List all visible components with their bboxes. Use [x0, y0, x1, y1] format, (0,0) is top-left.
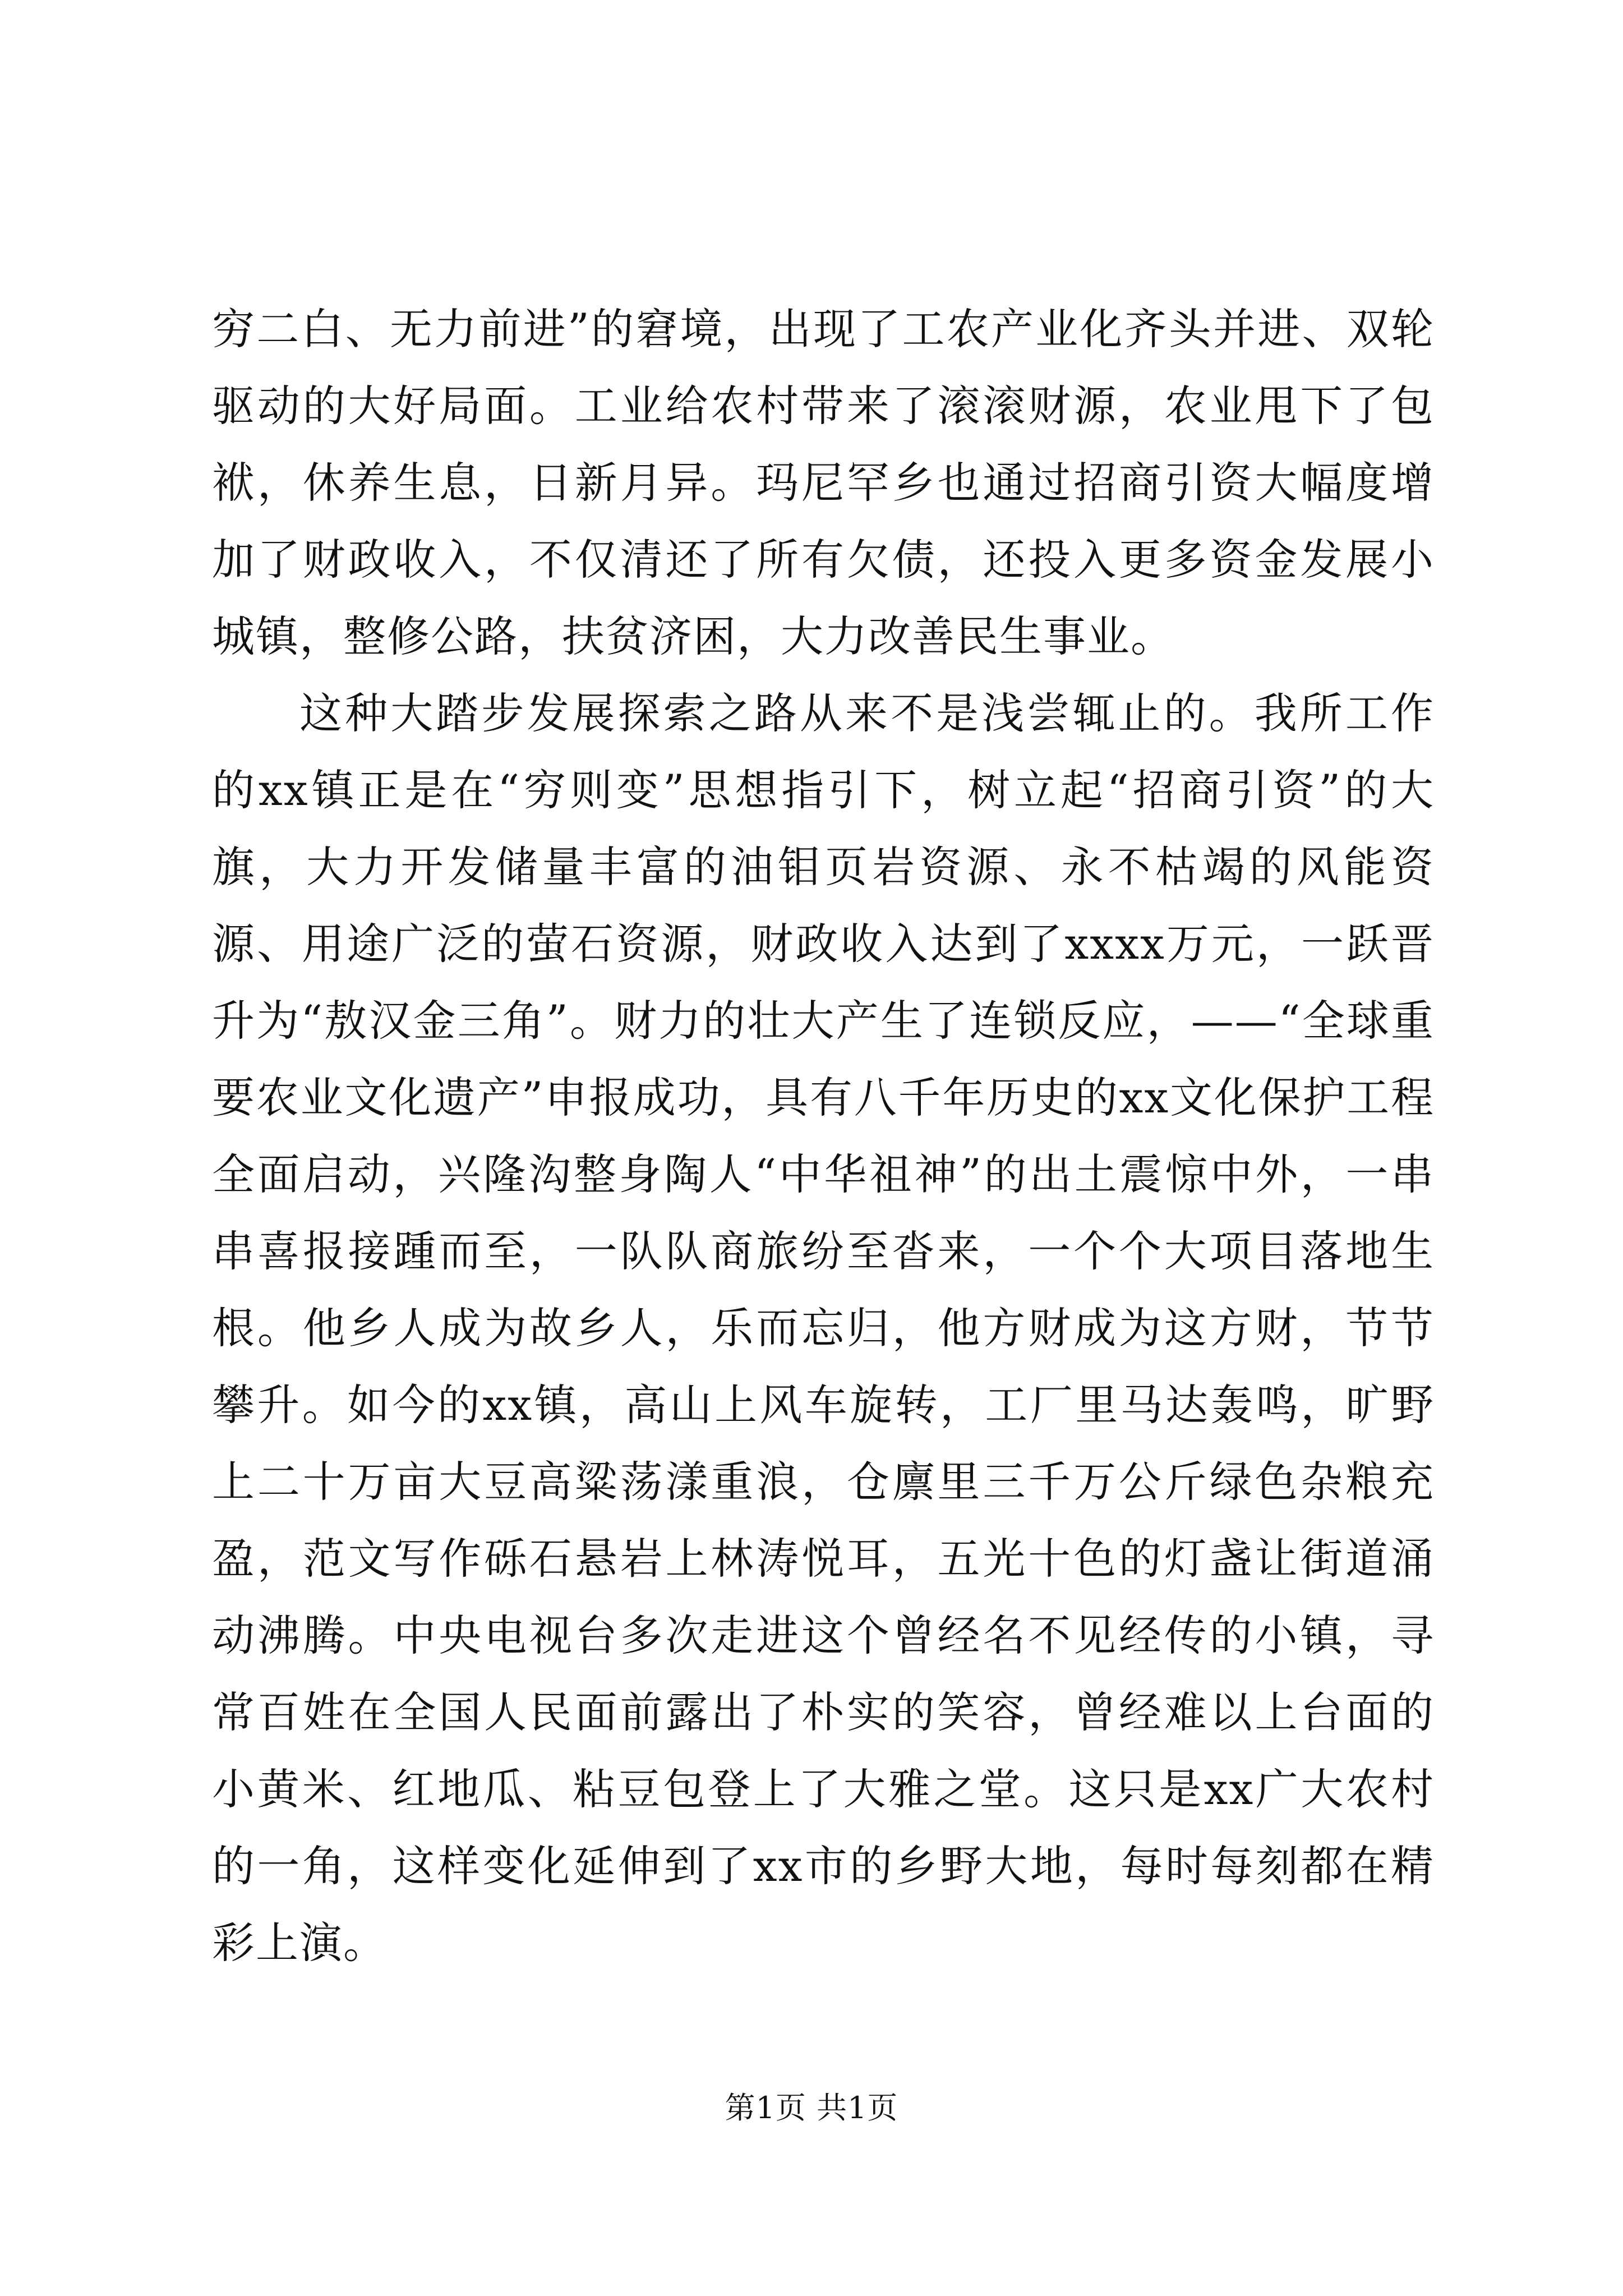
- page-number-footer: 第1页 共1页: [725, 2090, 898, 2125]
- paragraph-1: 穷二白、无力前进”的窘境，出现了工农产业化齐头并进、双轮驱动的大好局面。工业给农村带来了滚滚财源，农业甩下了包袱，休养生息，日新月异。玛尼罕乡也通过招商引资大幅度增加了财政收入，不仅清还了所有欠债，还投入更多资金发展小城镇，整修公路，扶贫济困，大力改善民生事业。: [212, 304, 1435, 661]
- document-body: [212, 291, 1435, 1981]
- paragraph-2: 这种大踏步发展探索之路从来不是浅尝辄止的。我所工作的xx镇正是在“穷则变”思想指引下，树立起“招商引资”的大旗，大力开发储量丰富的油钼页岩资源、永不枯竭的风能资源、用途广泛的萤石资源，财政收入达到了xxxx万元，一跃晋升为“敖汉金三角”。财力的壮大产生了连锁反应，——“全球重要农业文化遗产”申报成功，具有八千年历史的xx文化保护工程全面启动，兴隆沟整身陶人“中华祖神”的出土震惊中外，一串串喜报接踵而至，一队队商旅纷至沓来，一个个大项目落地生根。他乡人成为故乡人，乐而忘归，他方财成为这方财，节节攀升。如今的xx镇，高山上风车旋转，工厂里马达轰鸣，旷野上二十万亩大豆高粱荡漾重浪，仓廪里三千万公斤绿色杂粮充盈，范文写作砾石悬岩上林涛悦耳，五光十色的灯盏让街道涌动沸腾。中央电视台多次走进这个曾经名不见经传的小镇，寻常百姓在全国人民面前露出了朴实的笑容，曾经难以上台面的小黄米、红地瓜、粘豆包登上了大雅之堂。这只是xx广大农村的一角，这样变化延伸到了xx市的乡野大地，每时每刻都在精彩上演。: [212, 688, 1435, 1968]
